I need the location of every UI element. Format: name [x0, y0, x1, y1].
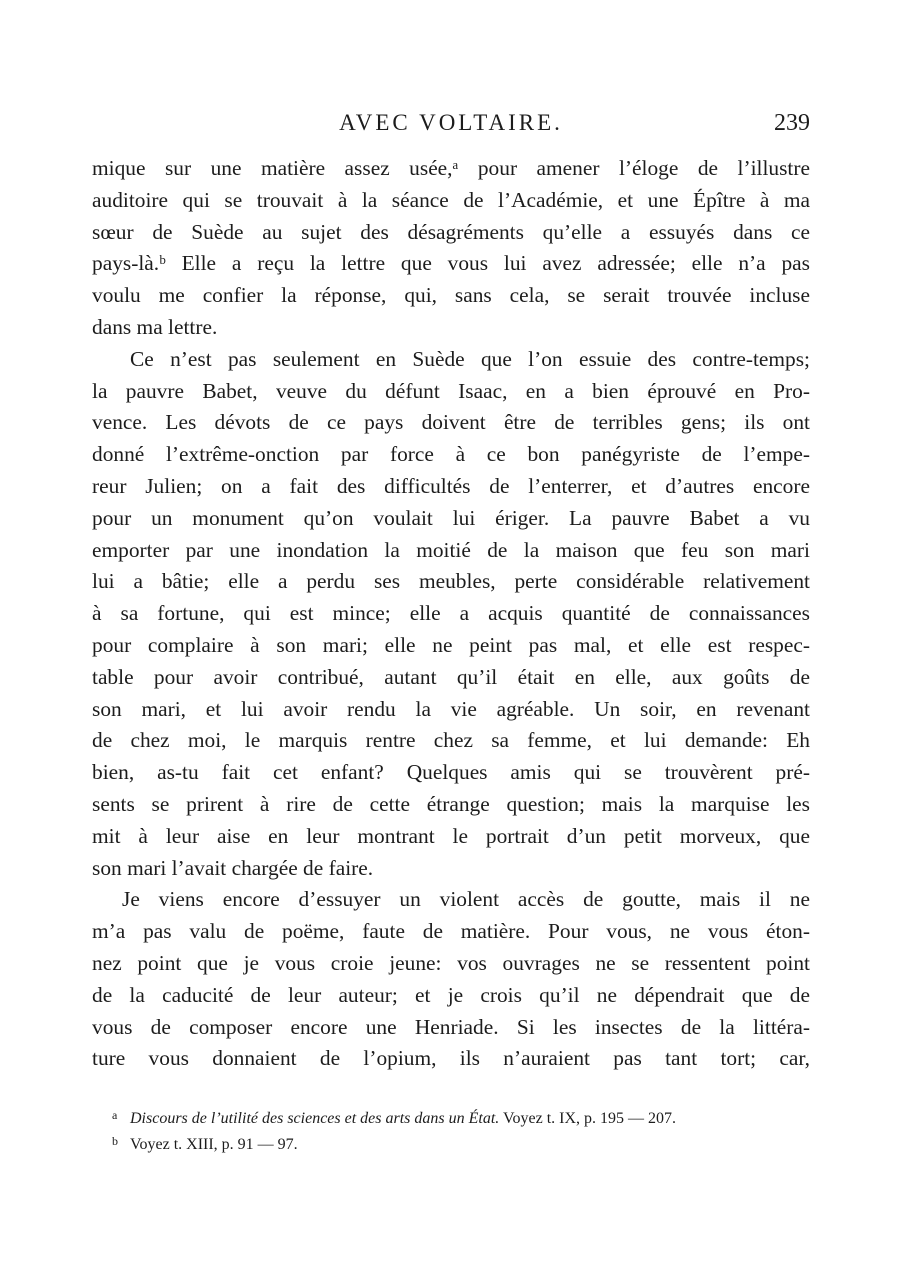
text-line: sents se prirent à rire de cette étrange question; mais la marquise les	[92, 791, 810, 816]
text-line: la pauvre Babet, veuve du défunt Isaac, en a bien éprouvé en Pro-	[92, 378, 810, 403]
running-title: AVEC VOLTAIRE.	[339, 110, 563, 135]
text-line: de la caducité de leur auteur; et je crois qu’il ne dépendrait que de	[92, 982, 810, 1007]
footnote-marker: b	[112, 1134, 118, 1148]
text-line: son mari l’avait chargée de faire.	[92, 855, 374, 880]
text-line: vous de composer encore une Henriade. Si les insectes de la littéra-	[92, 1014, 810, 1039]
text-line: donné l’extrême-onction par force à ce bon panégyriste de l’empe-	[92, 442, 810, 467]
text-line: pays-là.ᵇ Elle a reçu la lettre que vous lui avez adressée; elle n’a pas	[92, 251, 810, 276]
text-line: lui a bâtie; elle a perdu ses meubles, perte considérable relativement	[92, 569, 810, 594]
text-line: à sa fortune, qui est mince; elle a acquis quantité de connaissances	[92, 601, 810, 626]
text-line: bien, as-tu fait cet enfant? Quelques amis qui se trouvèrent pré-	[92, 760, 810, 785]
footnotes	[92, 1102, 810, 1154]
text-line: mit à leur aise en leur montrant le portrait d’un petit morveux, que	[92, 823, 810, 848]
text-line: reur Julien; on a fait des difficultés de l’enterrer, et d’autres encore	[92, 473, 810, 498]
text-line: Ce n’est pas seulement en Suède que l’on essuie des contre-temps;	[130, 346, 810, 371]
text-line: nez point que je vous croie jeune: vos ouvrages ne se ressentent point	[92, 950, 810, 975]
footnote	[92, 1128, 810, 1154]
text-line: son mari, et lui avoir rendu la vie agréable. Un soir, en revenant	[92, 696, 810, 721]
text-line: ture vous donnaient de l’opium, ils n’auraient pas tant tort; car,	[92, 1046, 810, 1071]
text-line: de chez moi, le marquis rentre chez sa femme, et lui demande: Eh	[92, 728, 810, 753]
page-number: 239	[774, 110, 810, 136]
text-line: pour un monument qu’on voulait lui ériger. La pauvre Babet a vu	[92, 505, 810, 530]
text-line: pour complaire à son mari; elle ne peint pas mal, et elle est respec-	[92, 632, 810, 657]
running-head	[92, 110, 810, 142]
text-line: dans ma lettre.	[92, 314, 218, 339]
footnote-title: Discours de l’utilité des sciences et des arts dans un État.	[130, 1110, 500, 1127]
text-line: emporter par une inondation la moitié de la maison que feu son mari	[92, 537, 810, 562]
footnote	[92, 1102, 810, 1128]
text-line: sœur de Suède au sujet des désagréments qu’elle a essuyés dans ce	[92, 219, 810, 244]
body-text	[92, 153, 810, 1075]
text-line: Je viens encore d’essuyer un violent accès de goutte, mais il ne	[122, 887, 810, 912]
text-line: table pour avoir contribué, autant qu’il était en elle, aux goûts de	[92, 664, 810, 689]
footnote-reference: Voyez t. IX, p. 195 — 207.	[499, 1110, 677, 1127]
footnote-marker: a	[112, 1108, 118, 1122]
text-line: mique sur une matière assez usée,ᵃ pour amener l’éloge de l’illustre	[92, 156, 810, 180]
text-line: voulu me confier la réponse, qui, sans cela, se serait trouvée incluse	[92, 283, 810, 308]
text-line: vence. Les dévots de ce pays doivent être de terribles gens; ils ont	[92, 410, 810, 435]
text-line: auditoire qui se trouvait à la séance de l’Académie, et une Épître à ma	[92, 187, 810, 212]
text-line: m’a pas valu de poëme, faute de matière. Pour vous, ne vous éton-	[92, 919, 810, 944]
footnote-reference: Voyez t. XIII, p. 91 — 97.	[130, 1136, 298, 1153]
